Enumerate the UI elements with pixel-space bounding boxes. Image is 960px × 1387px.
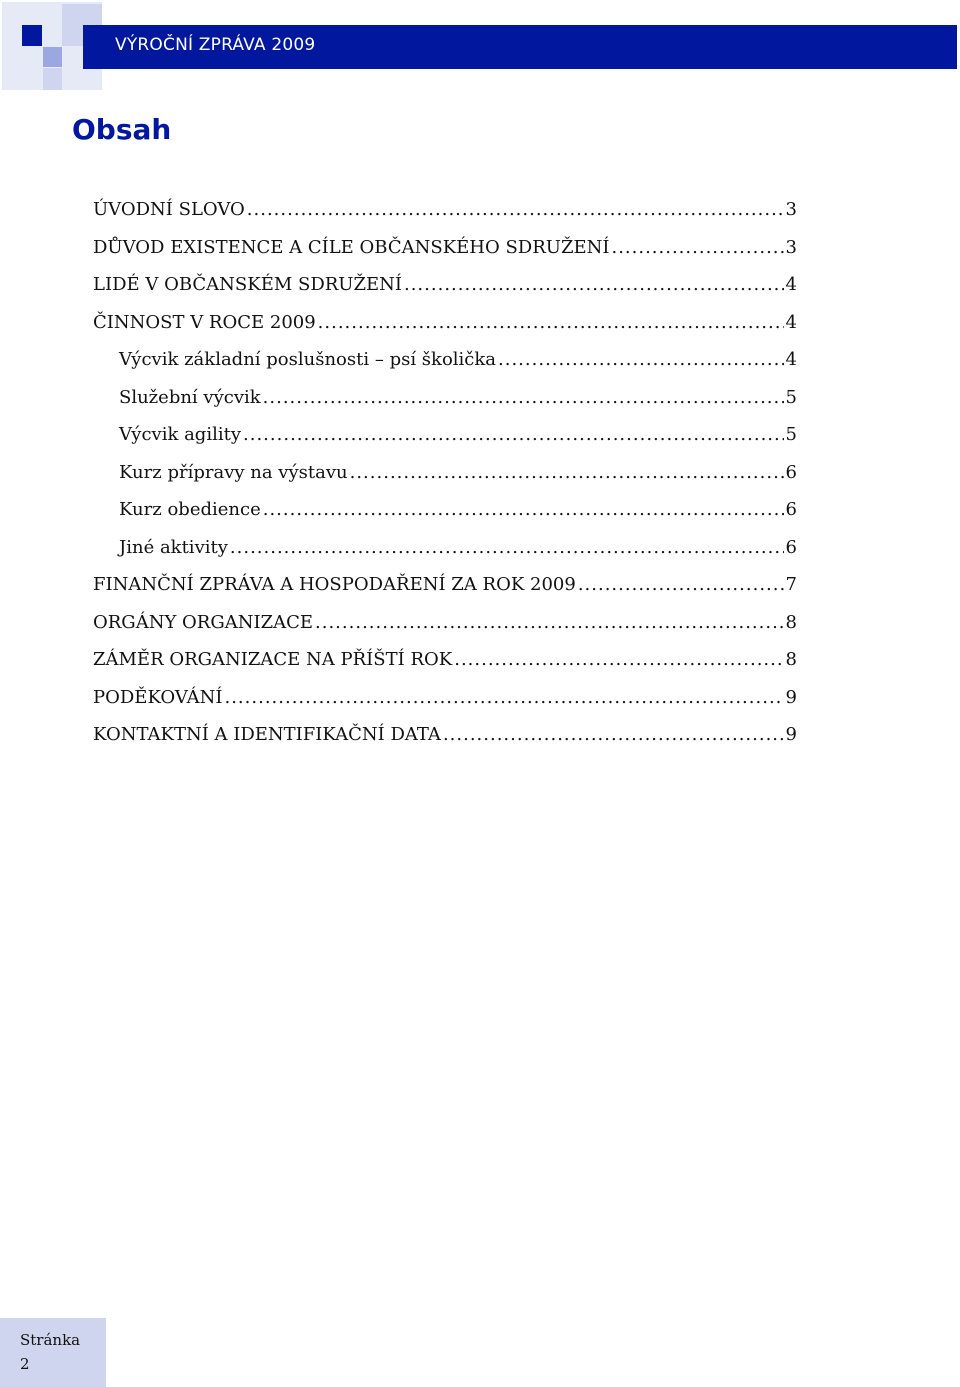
header-bar xyxy=(83,25,957,69)
toc-entry-label: PODĚKOVÁNÍ xyxy=(93,686,223,708)
footer-page-label: Stránka xyxy=(20,1331,81,1349)
toc-entry[interactable] xyxy=(93,612,797,650)
toc-entry[interactable] xyxy=(93,724,797,762)
toc-entry-label: ČINNOST V ROCE 2009 xyxy=(93,311,316,333)
toc-entry-label: Služební výcvik xyxy=(119,386,261,408)
table-of-contents xyxy=(93,199,797,762)
toc-entry-label: ORGÁNY ORGANIZACE xyxy=(93,611,314,633)
toc-dot-leader xyxy=(263,499,784,520)
toc-entry[interactable] xyxy=(93,537,797,575)
toc-entry-label: Výcvik základní poslušnosti – psí školička xyxy=(119,349,497,370)
toc-dot-leader xyxy=(247,199,784,220)
header-square-light-2 xyxy=(43,68,62,90)
header-title: VÝROČNÍ ZPRÁVA 2009 xyxy=(115,35,316,55)
toc-entry[interactable] xyxy=(93,312,797,350)
toc-entry-label: Výcvik agility xyxy=(119,424,242,445)
header-square-mid xyxy=(43,47,62,67)
footer-page-number: 2 xyxy=(20,1355,30,1373)
toc-entry-label: FINANČNÍ ZPRÁVA A HOSPODAŘENÍ ZA ROK 2009 xyxy=(93,574,576,595)
toc-dot-leader xyxy=(318,312,784,333)
toc-entry[interactable] xyxy=(93,649,797,687)
toc-entry-page: 3 xyxy=(785,236,797,258)
toc-entry-page: 4 xyxy=(785,274,797,295)
toc-dot-leader xyxy=(315,612,784,633)
toc-entry[interactable] xyxy=(93,424,797,462)
toc-entry-page: 8 xyxy=(785,611,797,633)
toc-entry-page: 4 xyxy=(785,311,797,333)
toc-entry-page: 7 xyxy=(785,574,797,595)
page-title: Obsah xyxy=(72,113,172,146)
toc-entry-page: 6 xyxy=(785,536,797,558)
toc-entry-page: 4 xyxy=(785,349,797,370)
toc-dot-leader xyxy=(230,537,784,558)
toc-entry-label: KONTAKTNÍ A IDENTIFIKAČNÍ DATA xyxy=(93,724,441,745)
toc-entry-label: Kurz obedience xyxy=(119,499,261,520)
toc-entry-page: 8 xyxy=(785,649,797,670)
toc-entry-page: 5 xyxy=(785,386,797,408)
page-footer xyxy=(0,1318,106,1387)
toc-dot-leader xyxy=(498,349,784,370)
toc-entry-label: LIDÉ V OBČANSKÉM SDRUŽENÍ xyxy=(93,274,402,295)
toc-entry[interactable] xyxy=(93,574,797,612)
toc-entry[interactable] xyxy=(93,687,797,725)
toc-dot-leader xyxy=(578,574,784,595)
toc-entry[interactable] xyxy=(93,462,797,500)
toc-entry-page: 5 xyxy=(785,424,797,445)
toc-dot-leader xyxy=(404,274,784,295)
toc-dot-leader xyxy=(243,424,784,445)
toc-entry-page: 3 xyxy=(785,199,797,220)
toc-entry-page: 6 xyxy=(785,499,797,520)
toc-dot-leader xyxy=(350,462,784,483)
toc-entry-label: ÚVODNÍ SLOVO xyxy=(93,199,245,220)
toc-entry-label: Jiné aktivity xyxy=(119,536,228,558)
toc-entry[interactable] xyxy=(93,274,797,312)
toc-dot-leader xyxy=(611,237,783,258)
toc-entry[interactable] xyxy=(93,199,797,237)
toc-dot-leader xyxy=(263,387,784,408)
toc-entry[interactable] xyxy=(93,237,797,275)
toc-dot-leader xyxy=(224,687,783,708)
toc-entry-label: ZÁMĚR ORGANIZACE NA PŘÍŠTÍ ROK xyxy=(93,649,453,670)
toc-entry[interactable] xyxy=(93,387,797,425)
toc-entry[interactable] xyxy=(93,349,797,387)
toc-entry[interactable] xyxy=(93,499,797,537)
toc-entry-label: DŮVOD EXISTENCE A CÍLE OBČANSKÉHO SDRUŽENÍ xyxy=(93,236,610,258)
toc-entry-page: 9 xyxy=(785,686,797,708)
toc-dot-leader xyxy=(454,649,783,670)
toc-dot-leader xyxy=(443,724,784,745)
toc-entry-page: 6 xyxy=(785,461,797,483)
header-square-dark xyxy=(22,25,42,46)
toc-entry-page: 9 xyxy=(785,724,797,745)
toc-entry-label: Kurz přípravy na výstavu xyxy=(119,461,348,483)
